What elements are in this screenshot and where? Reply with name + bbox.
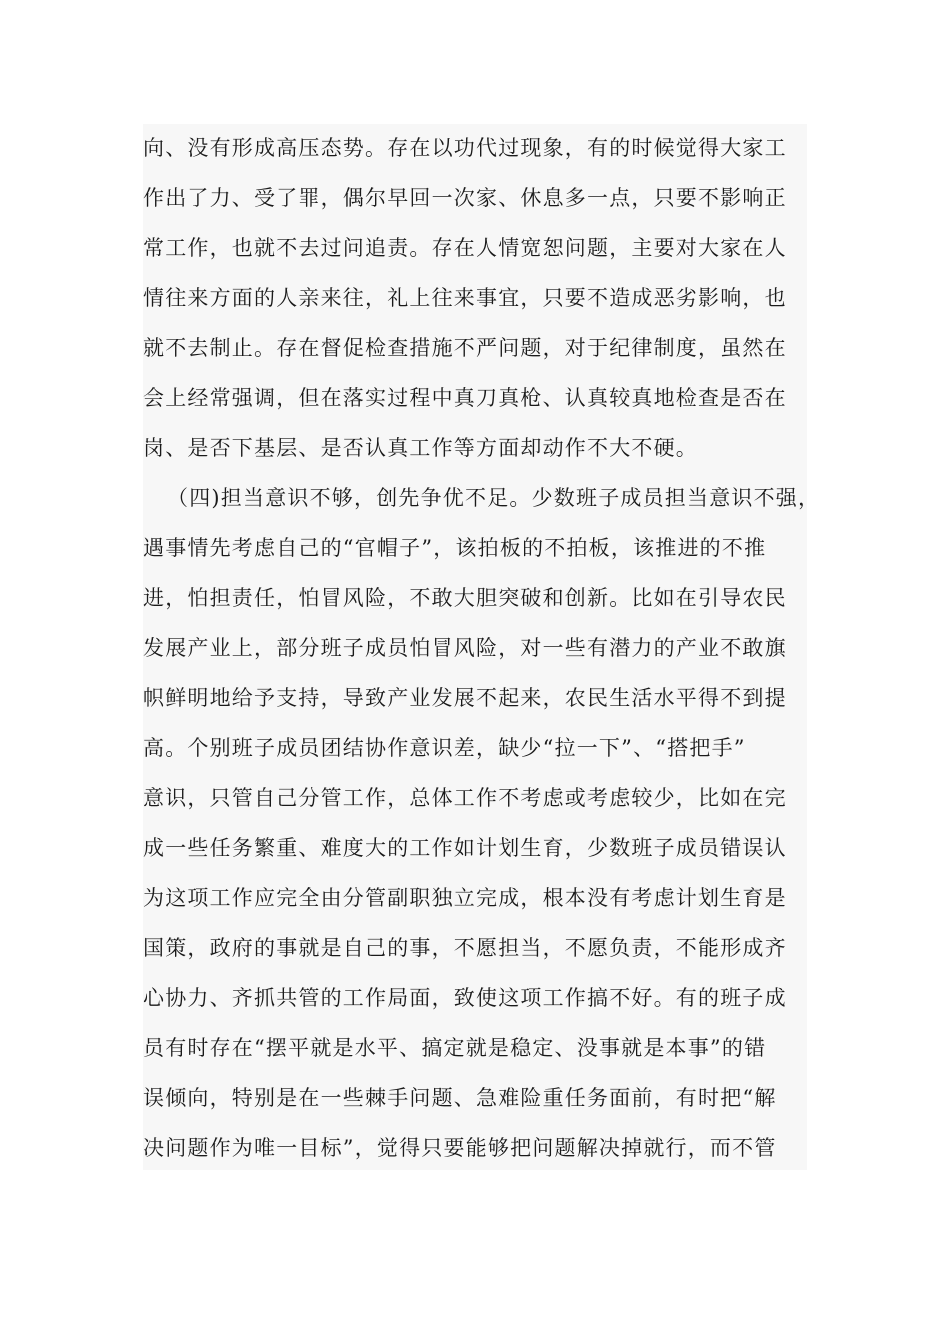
- paragraph-line-14: 意识，只管自己分管工作，总体工作不考虑或考虑较少，比如在完: [143, 786, 787, 810]
- paragraph-line-2: 作出了力、受了罪，偶尔早回一次家、休息多一点，只要不影响正: [143, 186, 787, 210]
- paragraph-line-4: 情往来方面的人亲来往，礼上往来事宜，只要不造成恶劣影响，也: [143, 286, 787, 310]
- section-heading-line: （四)担当意识不够，创先争优不足。少数班子成员担当意识不强，: [167, 486, 821, 510]
- paragraph-line-19: 员有时存在“摆平就是水平、搞定就是稳定、没事就是本事”的错: [143, 1036, 767, 1060]
- paragraph-line-7: 岗、是否下基层、是否认真工作等方面却动作不大不硬。: [143, 436, 698, 460]
- paragraph-line-12: 帜鲜明地给予支持，导致产业发展不起来，农民生活水平得不到提: [143, 686, 787, 710]
- paragraph-line-10: 进，怕担责任，怕冒风险，不敢大胆突破和创新。比如在引导农民: [143, 586, 787, 610]
- paragraph-line-9: 遇事情先考虑自己的“官帽子”，该拍板的不拍板，该推进的不推: [143, 536, 767, 560]
- paragraph-line-5: 就不去制止。存在督促检查措施不严问题，对于纪律制度，虽然在: [143, 336, 787, 360]
- paragraph-line-15: 成一些任务繁重、难度大的工作如计划生育，少数班子成员错误认: [143, 836, 787, 860]
- paragraph-line-3: 常工作，也就不去过问追责。存在人情宽恕问题，主要对大家在人: [143, 236, 787, 260]
- paragraph-line-1: 向、没有形成高压态势。存在以功代过现象，有的时候觉得大家工: [143, 136, 787, 160]
- paragraph-line-11: 发展产业上，部分班子成员怕冒风险，对一些有潜力的产业不敢旗: [143, 636, 787, 660]
- paragraph-line-6: 会上经常强调，但在落实过程中真刀真枪、认真较真地检查是否在: [143, 386, 787, 410]
- paragraph-line-21: 决问题作为唯一目标”，觉得只要能够把问题解决掉就行，而不管: [143, 1136, 777, 1160]
- paragraph-line-16: 为这项工作应完全由分管副职独立完成，根本没有考虑计划生育是: [143, 886, 787, 910]
- paragraph-line-13: 高。个别班子成员团结协作意识差，缺少“拉一下”、“搭把手”: [143, 736, 746, 760]
- paragraph-line-17: 国策，政府的事就是自己的事，不愿担当，不愿负责，不能形成齐: [143, 936, 787, 960]
- paragraph-line-20: 误倾向，特别是在一些棘手问题、急难险重任务面前，有时把“解: [143, 1086, 777, 1110]
- paragraph-line-18: 心协力、齐抓共管的工作局面，致使这项工作搞不好。有的班子成: [143, 986, 787, 1010]
